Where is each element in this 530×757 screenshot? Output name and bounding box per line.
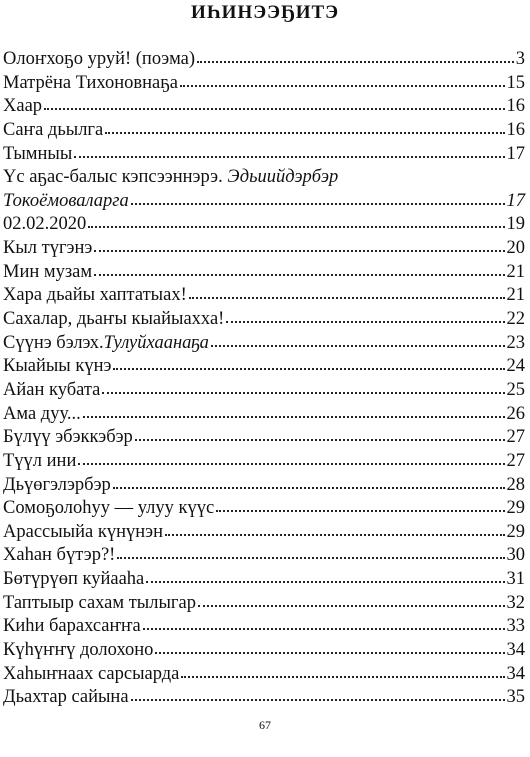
toc-entry <box>3 261 525 285</box>
entry-title: Сахалар, дьаҥы кыайыахха! <box>3 309 225 330</box>
dot-leader <box>143 624 505 630</box>
dot-leader <box>113 364 504 370</box>
toc-entry <box>3 568 525 592</box>
toc-entry <box>3 497 525 521</box>
entry-page-number: 22 <box>506 309 525 330</box>
toc-entry <box>3 663 525 687</box>
toc-entry <box>3 521 525 545</box>
entry-page-number: 19 <box>506 214 525 235</box>
dot-leader <box>78 459 504 465</box>
dot-leader <box>113 483 505 489</box>
entry-subtitle: Эдьиийдэрбэр <box>227 167 339 188</box>
dot-leader <box>216 506 504 512</box>
toc-entry <box>3 450 525 474</box>
entry-title: Сомоҕолоһуу — улуу күүс <box>3 498 215 519</box>
toc-entry <box>3 72 525 96</box>
entry-page-number: 31 <box>506 569 525 590</box>
entry-title: Киһи барахсаҥҥа <box>3 616 141 637</box>
toc-entry <box>3 95 525 119</box>
entry-title: Хаар <box>3 96 43 117</box>
dot-leader <box>211 341 505 347</box>
entry-title: Мин музам <box>3 261 93 282</box>
entry-page-number: 33 <box>506 616 525 637</box>
dot-leader <box>155 648 504 654</box>
entry-page-number: 29 <box>506 521 525 542</box>
entry-title: Айан кубата <box>3 379 101 400</box>
entry-title: Бөтүрүөп куйааһа <box>3 569 145 590</box>
entry-title: Сүүнэ бэлэх. <box>3 332 104 353</box>
entry-title: Кыл түгэнэ <box>3 238 93 259</box>
entry-title: Дьахтар сайына <box>3 687 129 708</box>
dot-leader <box>165 530 505 536</box>
toc-entry <box>3 213 525 237</box>
entry-page-number: 34 <box>506 640 525 661</box>
dot-leader <box>44 104 504 110</box>
entry-page-number: 16 <box>506 96 525 117</box>
entry-page-number: 3 <box>515 49 525 69</box>
entry-title: Күһүҥҥү долохоно <box>3 640 154 661</box>
table-of-contents <box>3 48 525 710</box>
entry-title: Олоҥхоҕо уруй! (поэма) <box>3 49 196 69</box>
dot-leader <box>198 601 505 607</box>
entry-title: Кыайыы күнэ <box>3 356 112 377</box>
entry-title: Ама дуу... <box>3 403 81 424</box>
entry-title: Хаһыҥнаах сарсыарда <box>3 663 180 684</box>
toc-entry <box>3 237 525 261</box>
entry-page-number: 25 <box>506 379 525 400</box>
toc-entry <box>3 403 525 427</box>
dot-leader <box>226 317 504 323</box>
dot-leader <box>88 222 504 228</box>
entry-page-number: 23 <box>506 332 525 353</box>
toc-entry <box>3 166 525 190</box>
dot-leader <box>117 553 504 559</box>
dot-leader <box>131 199 505 205</box>
toc-entry <box>3 474 525 498</box>
entry-title: Арассыыйа күнүнэн <box>3 521 163 542</box>
entry-page-number: 30 <box>506 545 525 566</box>
toc-entry <box>3 615 525 639</box>
dot-leader <box>74 152 504 158</box>
entry-page-number: 28 <box>506 474 525 495</box>
toc-entry <box>3 686 525 710</box>
entry-title: Хаһан бүтэр?! <box>3 545 116 566</box>
dot-leader <box>83 412 505 418</box>
toc-entry <box>3 284 525 308</box>
dot-leader <box>135 435 505 441</box>
toc-entry <box>3 355 525 379</box>
entry-page-number: 15 <box>506 72 525 93</box>
entry-page-number: 27 <box>506 427 525 448</box>
toc-entry <box>3 332 525 356</box>
entry-title: Үс аҕас-балыс кэпсээннэрэ. <box>3 167 223 188</box>
entry-title: Бүлүү эбэккэбэр <box>3 427 133 448</box>
page-number: 67 <box>259 718 271 732</box>
toc-entry <box>3 592 525 616</box>
entry-page-number: 29 <box>506 498 525 519</box>
toc-entry <box>3 190 525 214</box>
dot-leader <box>146 577 504 583</box>
toc-entry <box>3 639 525 663</box>
dot-leader <box>131 695 505 701</box>
dot-leader <box>105 128 504 134</box>
toc-entry <box>3 119 525 143</box>
dot-leader <box>197 57 514 63</box>
entry-title: 02.02.2020 <box>3 214 87 235</box>
dot-leader <box>189 293 505 299</box>
entry-title: Таптыыр сахам тылыгар <box>3 592 196 613</box>
entry-title: Матрёна Тихоновнаҕа <box>3 72 178 93</box>
entry-page-number: 24 <box>506 356 525 377</box>
entry-title: Дьүөгэлэрбэр <box>3 474 111 495</box>
entry-page-number: 34 <box>506 663 525 684</box>
toc-entry <box>3 544 525 568</box>
entry-page-number: 16 <box>506 119 525 140</box>
entry-page-number: 27 <box>506 450 525 471</box>
entry-title: Саҥа дьылга <box>3 119 104 140</box>
toc-entry <box>3 426 525 450</box>
dot-leader <box>180 81 505 87</box>
entry-page-number: 21 <box>506 261 525 282</box>
entry-page-number: 17 <box>506 143 525 164</box>
entry-title: Тымныы <box>3 143 73 164</box>
entry-subtitle: Тулуйхаанаҕа <box>103 332 209 353</box>
entry-title: Хара дьайы хаптатыах! <box>3 285 187 306</box>
entry-page-number: 21 <box>506 285 525 306</box>
entry-title: Түүл ини <box>3 450 77 471</box>
toc-entry <box>3 379 525 403</box>
dot-leader <box>102 388 504 394</box>
entry-page-number: 35 <box>506 687 525 708</box>
contents-heading: ИҺИНЭЭҔИТЭ <box>190 2 340 23</box>
entry-page-number: 26 <box>506 403 525 424</box>
entry-page-number: 20 <box>506 238 525 259</box>
entry-page-number: 32 <box>506 592 525 613</box>
dot-leader <box>94 270 504 276</box>
toc-entry <box>3 48 525 72</box>
toc-entry <box>3 143 525 167</box>
dot-leader <box>181 672 504 678</box>
dot-leader <box>94 246 504 252</box>
entry-page-number: 17 <box>506 190 525 211</box>
toc-entry <box>3 308 525 332</box>
entry-title: Токоёмоваларга <box>3 190 129 211</box>
